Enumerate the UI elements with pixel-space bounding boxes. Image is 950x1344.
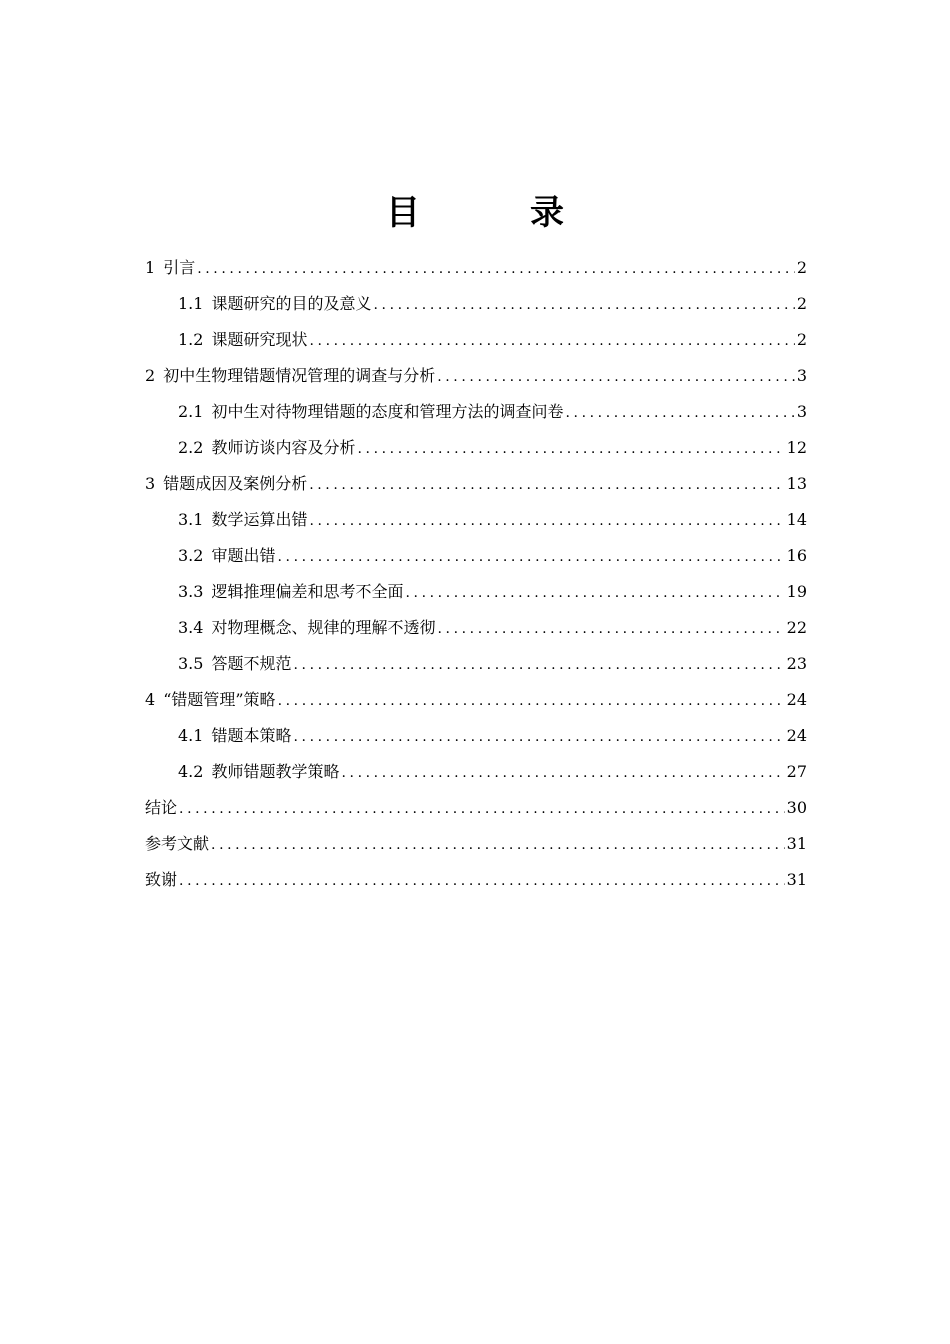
toc-entry-number: 4.1 bbox=[178, 726, 204, 745]
toc-entry bbox=[145, 250, 807, 286]
toc-entry-number: 4 bbox=[145, 690, 156, 709]
dot-leader bbox=[309, 467, 784, 503]
toc-entry-number: 3 bbox=[145, 474, 156, 493]
toc-entry-title: 错题本策略 bbox=[211, 726, 292, 745]
toc-entry-page: 30 bbox=[786, 798, 807, 817]
dot-leader bbox=[565, 395, 794, 431]
table-of-contents bbox=[145, 250, 807, 898]
toc-entry-title: 初中生物理错题情况管理的调查与分析 bbox=[163, 366, 436, 385]
toc-entry-page: 3 bbox=[796, 366, 807, 385]
toc-entry-number: 1 bbox=[145, 258, 156, 277]
toc-entry bbox=[145, 826, 807, 862]
toc-entry-number: 3.5 bbox=[178, 654, 204, 673]
toc-entry-page: 31 bbox=[786, 834, 807, 853]
toc-entry bbox=[145, 322, 807, 358]
toc-entry-title: 数学运算出错 bbox=[211, 510, 308, 529]
toc-entry-number: 3.3 bbox=[178, 582, 204, 601]
toc-entry bbox=[145, 466, 807, 502]
toc-entry-title: 对物理概念、规律的理解不透彻 bbox=[211, 618, 436, 637]
toc-entry-title: 逻辑推理偏差和思考不全面 bbox=[211, 582, 404, 601]
toc-entry-page: 16 bbox=[786, 546, 807, 565]
toc-entry bbox=[145, 610, 807, 646]
dot-leader bbox=[179, 791, 785, 827]
toc-entry-page: 19 bbox=[786, 582, 807, 601]
toc-entry-title: 答题不规范 bbox=[211, 654, 292, 673]
dot-leader bbox=[179, 863, 785, 899]
toc-entry bbox=[145, 790, 807, 826]
toc-entry bbox=[145, 430, 807, 466]
toc-entry-title: 教师错题教学策略 bbox=[211, 762, 340, 781]
toc-entry bbox=[145, 358, 807, 394]
toc-entry-title: 课题研究现状 bbox=[211, 330, 308, 349]
toc-entry-title: 错题成因及案例分析 bbox=[163, 474, 308, 493]
toc-entry-title: 教师访谈内容及分析 bbox=[211, 438, 356, 457]
toc-entry-page: 27 bbox=[786, 762, 807, 781]
toc-entry-page: 3 bbox=[796, 402, 807, 421]
dot-leader bbox=[277, 539, 784, 575]
toc-entry-number: 3.2 bbox=[178, 546, 204, 565]
toc-entry bbox=[145, 862, 807, 898]
dot-leader bbox=[211, 827, 785, 863]
toc-entry bbox=[145, 394, 807, 430]
dot-leader bbox=[309, 503, 784, 539]
dot-leader bbox=[197, 251, 795, 287]
toc-entry-title: 审题出错 bbox=[211, 546, 276, 565]
toc-entry-number: 2.2 bbox=[178, 438, 204, 457]
dot-leader bbox=[357, 431, 784, 467]
toc-entry bbox=[145, 754, 807, 790]
toc-entry-title: 引言 bbox=[163, 258, 196, 277]
dot-leader bbox=[293, 647, 784, 683]
toc-entry-number: 3.1 bbox=[178, 510, 204, 529]
toc-entry-title: “错题管理”策略 bbox=[163, 690, 276, 709]
toc-entry bbox=[145, 646, 807, 682]
dot-leader bbox=[278, 683, 785, 719]
dot-leader bbox=[309, 323, 794, 359]
dot-leader bbox=[437, 359, 795, 395]
toc-entry-number: 2 bbox=[145, 366, 156, 385]
toc-entry bbox=[145, 574, 807, 610]
dot-leader bbox=[437, 611, 784, 647]
toc-entry-page: 23 bbox=[786, 654, 807, 673]
toc-entry-page: 2 bbox=[796, 294, 807, 313]
toc-entry bbox=[145, 286, 807, 322]
toc-entry-page: 12 bbox=[786, 438, 807, 457]
toc-entry-number: 4.2 bbox=[178, 762, 204, 781]
dot-leader bbox=[405, 575, 784, 611]
toc-entry bbox=[145, 538, 807, 574]
toc-entry-number: 3.4 bbox=[178, 618, 204, 637]
toc-entry-title: 课题研究的目的及意义 bbox=[211, 294, 372, 313]
dot-leader bbox=[373, 287, 794, 323]
toc-entry-number: 1.2 bbox=[178, 330, 204, 349]
toc-entry-title: 参考文献 bbox=[145, 834, 210, 853]
toc-entry-page: 2 bbox=[796, 330, 807, 349]
toc-entry-title: 结论 bbox=[145, 798, 178, 817]
page-title: 目 录 bbox=[386, 193, 602, 233]
toc-entry bbox=[145, 682, 807, 718]
toc-entry-page: 13 bbox=[786, 474, 807, 493]
toc-entry-number: 1.1 bbox=[178, 294, 204, 313]
toc-entry-page: 24 bbox=[786, 726, 807, 745]
toc-entry-number: 2.1 bbox=[178, 402, 204, 421]
toc-entry-title: 致谢 bbox=[145, 870, 178, 889]
dot-leader bbox=[293, 719, 784, 755]
toc-entry-page: 2 bbox=[796, 258, 807, 277]
toc-entry-page: 22 bbox=[786, 618, 807, 637]
toc-entry-page: 31 bbox=[786, 870, 807, 889]
dot-leader bbox=[341, 755, 784, 791]
toc-entry-page: 14 bbox=[786, 510, 807, 529]
toc-entry bbox=[145, 502, 807, 538]
toc-entry-page: 24 bbox=[786, 690, 807, 709]
toc-entry-title: 初中生对待物理错题的态度和管理方法的调查问卷 bbox=[211, 402, 564, 421]
toc-entry bbox=[145, 718, 807, 754]
